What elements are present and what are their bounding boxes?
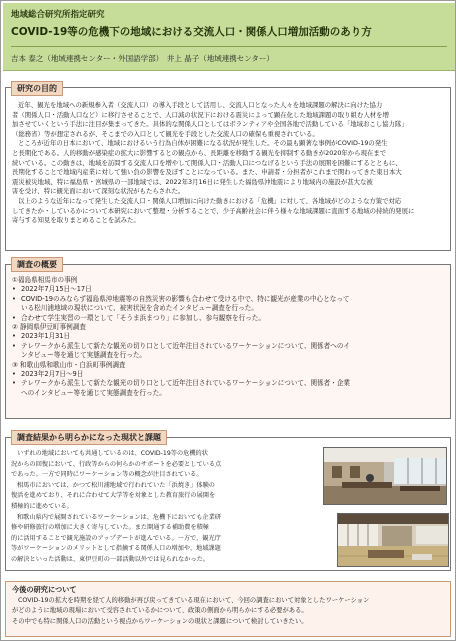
- poster-header: [3, 3, 455, 71]
- overview-list: [12, 276, 446, 398]
- findings-text: [11, 449, 327, 566]
- purpose-line: 長期化することで地域内産業に対して強い負の影響を及ぼすことになっている。また、申請者・分担者がこれまで関わってきた東日本大: [12, 168, 402, 177]
- overview-item: [12, 314, 446, 323]
- future-line: その中でも特に関係人口の活動という視点からワーケーションの現状と課題について検討していきたい。: [12, 617, 308, 625]
- overview-item: [12, 285, 446, 294]
- overview-item: [12, 276, 446, 285]
- findings-line: 相馬市においては、かつて松川浦地域で行われていた「浜焼き」体験の: [17, 481, 215, 489]
- purpose-heading: 研究の目的: [11, 81, 63, 96]
- purpose-line: 以上のような近年になって発生した交流人口・関係人口増加に向けた動きにおける「危機」に対して、各地域がどのような方策で対応: [18, 196, 402, 205]
- header-divider: [11, 46, 447, 47]
- overview-item: [12, 389, 446, 398]
- purpose-line: 続いている。この動きは、地域を訪問する交流人口を増やして関係人口・活動人口につなげるという手法の展開を困難にするとともに、: [12, 158, 402, 167]
- overview-item-text: COVID-19のみならず福島県沖地震等の自然災害の影響も合わせて受ける中で、特に観光が産業の中心となって: [21, 294, 350, 303]
- future-section: [5, 581, 451, 637]
- bullet-icon: •: [12, 370, 16, 379]
- overview-item-text: 2023年2月7日～9日: [21, 370, 84, 379]
- overview-item-text: 2022年7月15日～17日: [21, 285, 92, 294]
- findings-line: いずれの地域においても共通しているのは、COVID-19等の危機的状: [17, 450, 208, 457]
- purpose-line: 加させていくという手法に注目が集まってきた。具体的な関係人口としてはボランティアや全国各地で活動している「地域おこし協力隊」: [12, 120, 408, 129]
- purpose-line: ところが近年の日本において、地域におけるいう行為自体が困難になる状況が発生した。その最も顕著な事例がCOVID-19の発生: [18, 139, 388, 148]
- overview-heading: 調査の概要: [11, 257, 63, 272]
- overview-item: [12, 304, 446, 313]
- future-heading: 今後の研究について: [12, 585, 77, 594]
- overview-item: [12, 295, 446, 304]
- bullet-icon: •: [12, 313, 16, 322]
- findings-line: 修や研修旅行の増加に大きく寄与していた。また開通する補助費を積極: [11, 524, 209, 532]
- bullet-icon: •: [12, 285, 16, 294]
- overview-item-text: テレワークから派生して新たな観光の切り口として近年注目されているワーケーションについて、関係者へのイ: [21, 341, 351, 350]
- bullet-icon: •: [12, 294, 16, 303]
- purpose-line: 害を受け、特に観光面において深刻な状況がもたらされた。: [12, 187, 185, 196]
- findings-line: であった。一方で同時にワーケーション等の概念が注目されている。: [11, 471, 203, 479]
- page-title: COVID-19等の危機下の地域における交流人口・関係人口増加活動のあり方: [11, 26, 372, 38]
- overview-item-text: 2023年1月31日: [21, 332, 71, 341]
- workspace-room-photo: [323, 447, 447, 505]
- japanese-room-image: [338, 514, 449, 567]
- bullet-icon: [12, 351, 21, 360]
- overview-item-text: ③ 和歌山県和歌山市・白浜町事例調査: [12, 360, 126, 369]
- purpose-line: 者（関係人口・活動人口など）に移行させることで、人口減の状況下における震災によって顕在化した地域課題の取り組む人材を増: [12, 110, 389, 119]
- bullet-icon: [12, 304, 21, 313]
- purpose-line: 寄与する知見を取りまとめることを試みた。: [12, 216, 140, 225]
- future-line: COVID-19の拡大を時期を経て人的移動が再び戻ってきている現在において、今回の調査において対象としたワーケーション: [18, 597, 370, 604]
- overview-item-text: へのインタビュー等を通じて実態調査を行った。: [21, 388, 166, 397]
- findings-line: 等がワーケーションのメリットとして指摘する関係人口の増加や、地域課題: [11, 545, 221, 553]
- purpose-line: してきたか・しているかについて本研究において整理・分析することで、少子高齢社会に伴う様々な地域課題に直面する地域の持続的発展に: [12, 206, 415, 215]
- purpose-line: と長期化である。人的移動が感染症の拡大に影響するとの観点から、長距離を移動する観光を抑制する動きが2020年から現在まで: [12, 148, 387, 157]
- findings-line: 復活を進めており、それに合わせて大学等を対象とした教育旅行の展開を: [11, 492, 216, 500]
- overview-item: [12, 323, 446, 332]
- overview-item-text: ンタビュー等を通じて実態調査を行った。: [21, 351, 147, 360]
- bullet-icon: •: [12, 379, 16, 388]
- bullet-icon: [12, 389, 21, 398]
- authors: 吉本 泰之（地域連携センター・外国語学部） 井上 晶子（地域連携センター）: [11, 54, 274, 63]
- future-line: がどのように地域の現場において受容されているかについて、政策の側面から明らかにする必要がある。: [12, 607, 308, 615]
- overview-item: [12, 361, 446, 370]
- findings-heading: 調査結果から明らかになった現状と課題: [11, 430, 167, 445]
- overview-item-text: ①福島県相馬市の事例: [12, 276, 78, 284]
- findings-line: 積極的に進めている。: [11, 502, 73, 510]
- overview-item-text: テレワークから派生して新たな観光の切り口として近年注目されているワーケーションについて、関係者・企業: [21, 379, 351, 388]
- purpose-text: [12, 101, 446, 226]
- overview-item-text: ② 静岡県伊豆町事例調査: [12, 323, 86, 332]
- findings-line: 和歌山県内で展開されているワーケーションは、危機下においても企業研: [17, 513, 221, 521]
- overview-item: [12, 342, 446, 351]
- overview-item: [12, 351, 446, 360]
- purpose-line: 近年、観光を地域への新規参入者（交流人口）の導入手段として活用し、交流人口となった人々を地域課題の解決に向けた協力: [18, 101, 383, 109]
- japanese-room-photo: [337, 513, 449, 567]
- findings-line: 的に活用することで観光施設のアップデートが進んでいる。一方で、観光庁: [11, 534, 221, 542]
- findings-line: 況からの回復において、行政等からの何らかのサポートを必要としている点: [11, 460, 222, 468]
- workspace-room-image: [324, 448, 447, 505]
- overview-item: [12, 379, 446, 388]
- overview-item: [12, 332, 446, 341]
- overview-item-text: いる松川浦地域の現状について、被害状況を含めたインタビュー調査を行った。: [21, 304, 258, 313]
- purpose-line: （総務省）等が想定されるが、そこまでの入口として観光を手段とした交流人口の確保も重視されている。: [12, 129, 319, 138]
- institute-label: 地域総合研究所指定研究: [11, 10, 105, 20]
- findings-line: の解決といった活動は、東伊豆町の一部活動以外では見られなかった。: [11, 555, 209, 563]
- bullet-icon: •: [12, 332, 16, 341]
- purpose-line: 震災被災地域、特に福島県・宮城県の一部地域では、2022年3月16日に発生した福島県沖地震により地域内の施設が甚大な被: [12, 177, 373, 186]
- overview-item-text: 合わせて学生実習の一環として「そうま浜まつり」に参加し、参与観察を行った。: [21, 313, 265, 322]
- purpose-section: [5, 87, 451, 251]
- future-text: [12, 596, 446, 627]
- overview-section: [5, 264, 451, 419]
- bullet-icon: •: [12, 341, 16, 350]
